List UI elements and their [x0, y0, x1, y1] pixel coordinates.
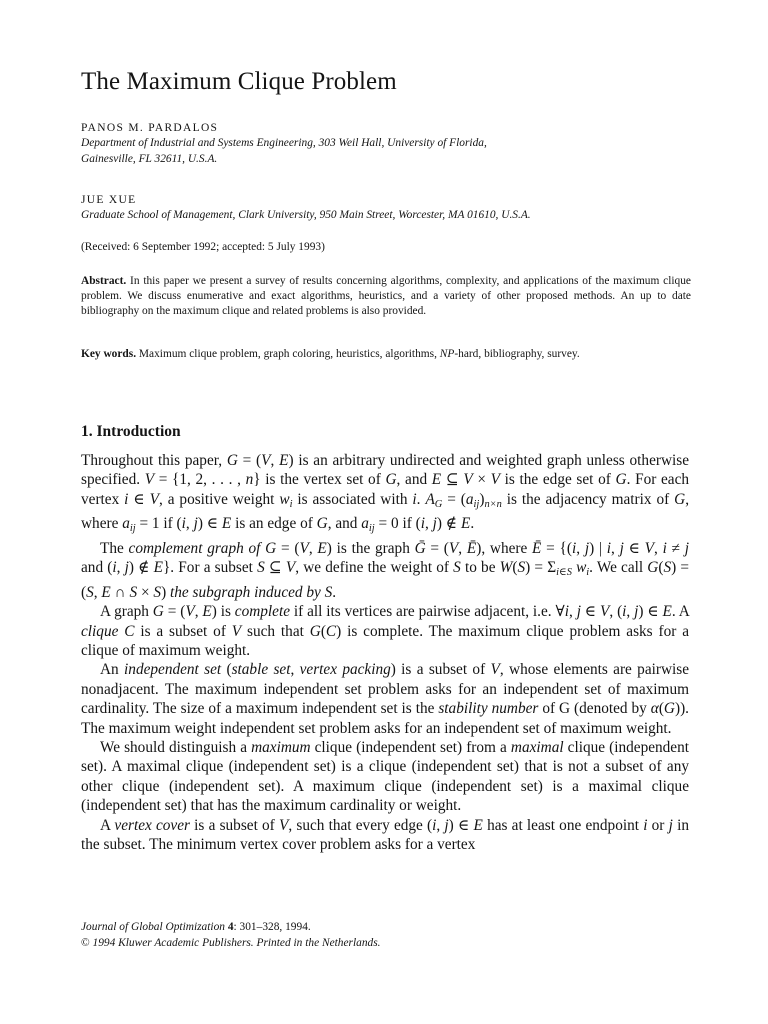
body-paragraph: The complement graph of G = (V, E) is the graph Ḡ = (V, Ē), where Ē = {(i, j) | i, j ∈ V, i ≠ j and (i, j) ∉ E}. For a subset S ⊆ V, we define the weight of S to be $W(S) = \Sigma_{i\in S}$ $w_i$. We call G(S) = (S, E ∩ S × S) the subgraph induced by S.	[81, 539, 690, 601]
body-paragraph: A vertex cover is a subset of V, such that every edge (i, j) ∈ E has at least one endpoint i or j in the subset. The minimum vertex cover problem asks for a vertex	[81, 816, 689, 854]
author-name-2: JUE XUE	[81, 194, 137, 206]
keywords-label: Key words.	[81, 348, 137, 360]
copyright-icon: ©	[81, 936, 90, 949]
body-paragraph: An independent set (stable set, vertex packing) is a subset of V, whose elements are pairwise nonadjacent. The maximum independent set problem asks for an independent set of maximum cardinality. The size of a maximum independent set is the stability number of G (denoted by α(G)). The maximum weight independent set problem asks for an independent set of maximum weight.	[81, 661, 689, 737]
copyright-line	[81, 936, 381, 952]
journal-volume: 4	[227, 921, 234, 933]
body-paragraph: A graph G = (V, E) is complete if all its vertices are pairwise adjacent, i.e. ∀i, j ∈ V, (i, j) ∈ E. A clique C is a subset of V such that G(C) is complete. The maximum clique problem asks for a clique of maximum weight.	[81, 603, 690, 659]
journal-name: Journal of Global Optimization	[81, 921, 225, 933]
affiliation-line: Gainesville, FL 32611, U.S.A.	[81, 152, 218, 165]
journal-citation	[81, 920, 381, 936]
author-affiliation-1	[81, 136, 487, 167]
journal-footer	[81, 920, 381, 951]
author-name-1: PANOS M. PARDALOS	[81, 122, 219, 134]
keywords-text-b: -hard, bibliography, survey.	[454, 348, 580, 360]
keywords-text-a: Maximum clique problem, graph coloring, heuristics, algorithms,	[138, 348, 437, 360]
keywords	[81, 347, 691, 362]
body-paragraph: Throughout this paper, G = (V, E) is an arbitrary undirected and weighted graph unless otherwise specified. V = {1, 2, . . . , n} is the vertex set of G, and E ⊆ V × V is the edge set of G. For each vertex i ∈ V, a positive weight $w_i$ is associated with i. $A_G = (a_{ij})_{n\times n}$ is the adjacency matrix of G, where $a_{ij} = 1$ if (i, j) ∈ E is an edge of G, and $a_{ij} = 0$ if (i, j) ∉ E.	[81, 452, 690, 535]
section-title: 1. Introduction	[81, 423, 181, 440]
copyright-text: 1994 Kluwer Academic Publishers. Printed in the Netherlands.	[92, 936, 381, 949]
received-dates: (Received: 6 September 1992; accepted: 5 July 1993)	[81, 241, 325, 253]
journal-pages: : 301–328, 1994.	[233, 921, 311, 933]
affiliation-line: Graduate School of Management, Clark University, 950 Main Street, Worcester, MA 01610, U.S.A.	[81, 209, 531, 221]
affiliation-line: Department of Industrial and Systems Engineering, 303 Weil Hall, University of Florida,	[81, 137, 487, 149]
abstract	[81, 274, 691, 320]
keywords-np: NP	[439, 348, 455, 360]
author-affiliation-2	[81, 208, 531, 224]
paper-title: The Maximum Clique Problem	[81, 68, 397, 95]
abstract-text: In this paper we present a survey of results concerning algorithms, complexity, and applications of the maximum clique problem. We discuss enumerative and exact algorithms, heuristics, and a variety of other proposed methods. An up to date bibliography on the maximum clique and related problems is also provided.	[81, 275, 691, 318]
abstract-label: Abstract.	[81, 275, 127, 287]
body-paragraph: We should distinguish a maximum clique (independent set) from a maximal clique (independent set). A maximal clique (independent set) is a clique (independent set) that is not a subset of any other clique (independent set). A maximum clique (independent set) is a maximal clique (independent set) that has the maximum cardinality or weight.	[81, 739, 689, 815]
body-text	[81, 451, 689, 854]
